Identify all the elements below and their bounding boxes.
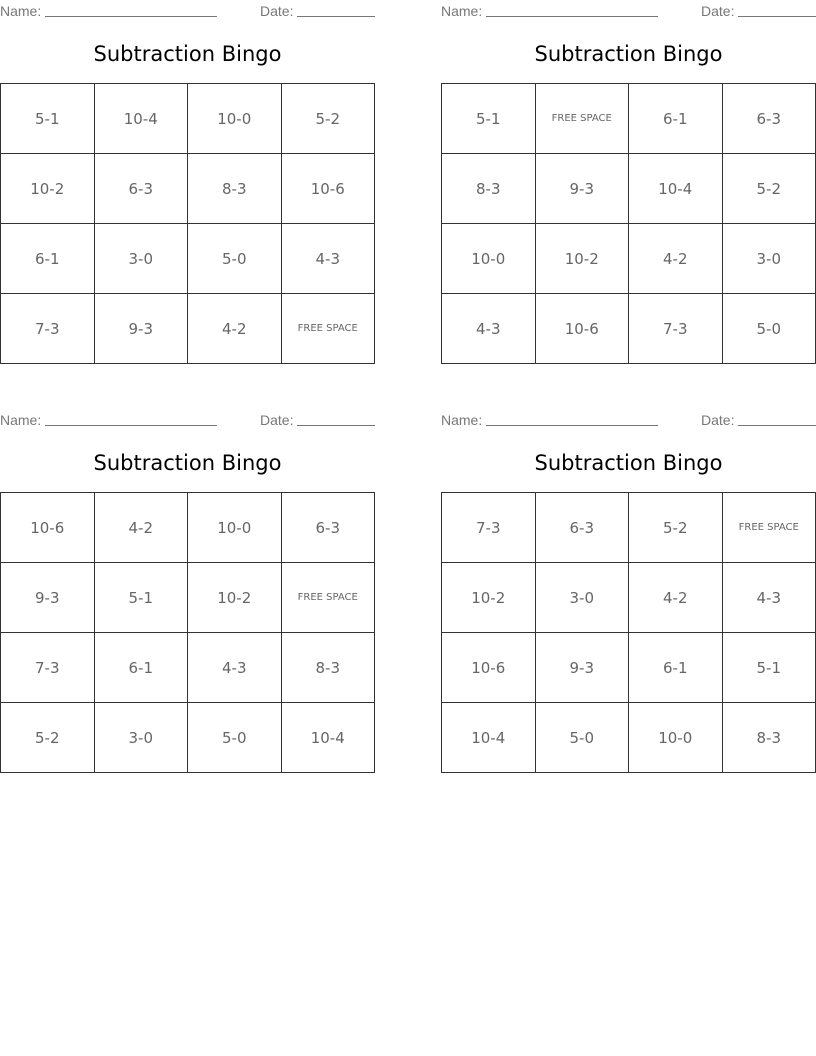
card-title: Subtraction Bingo — [534, 42, 723, 66]
bingo-cell: 8-3 — [442, 154, 536, 224]
bingo-cell: 10-4 — [629, 154, 723, 224]
bingo-cell: 6-1 — [94, 633, 188, 703]
name-blank-line — [486, 425, 658, 426]
bingo-cell: 4-3 — [442, 294, 536, 364]
name-date-row — [0, 0, 375, 22]
grid-row — [442, 154, 816, 224]
bingo-cell: 6-1 — [629, 633, 723, 703]
bingo-cell: 10-4 — [442, 703, 536, 773]
bingo-cell: 10-0 — [188, 493, 282, 563]
bingo-cell: 6-3 — [535, 493, 629, 563]
card-title: Subtraction Bingo — [93, 451, 282, 475]
bingo-cell: 5-1 — [94, 563, 188, 633]
bingo-cell: 5-0 — [188, 224, 282, 294]
grid-row — [442, 224, 816, 294]
name-label: Name: — [0, 3, 42, 19]
bingo-cell: 4-3 — [188, 633, 282, 703]
bingo-cell: 5-2 — [1, 703, 95, 773]
bingo-cell: 10-6 — [442, 633, 536, 703]
grid-row — [1, 703, 375, 773]
bingo-cell: 3-0 — [722, 224, 816, 294]
bingo-cell: 10-0 — [188, 84, 282, 154]
date-label: Date: — [260, 412, 294, 428]
bingo-cell: 10-4 — [94, 84, 188, 154]
name-label: Name: — [441, 3, 483, 19]
bingo-cell: 6-1 — [1, 224, 95, 294]
card-title: Subtraction Bingo — [93, 42, 282, 66]
bingo-cell: 6-3 — [722, 84, 816, 154]
card-title: Subtraction Bingo — [534, 451, 723, 475]
bingo-cell: 4-2 — [94, 493, 188, 563]
bingo-cell: 9-3 — [94, 294, 188, 364]
bingo-cell: 8-3 — [281, 633, 375, 703]
bingo-cell: 10-2 — [188, 563, 282, 633]
bingo-cell: 4-3 — [722, 563, 816, 633]
name-date-row — [0, 409, 375, 431]
bingo-cell: 7-3 — [442, 493, 536, 563]
name-date-row — [441, 0, 816, 22]
date-blank-line — [297, 16, 375, 17]
bingo-cell: 5-0 — [535, 703, 629, 773]
bingo-cell: 9-3 — [535, 154, 629, 224]
bingo-cell: 5-2 — [281, 84, 375, 154]
bingo-cell: 8-3 — [188, 154, 282, 224]
bingo-cell: 3-0 — [94, 224, 188, 294]
bingo-cell: 10-0 — [629, 703, 723, 773]
bingo-cell: 5-2 — [722, 154, 816, 224]
bingo-cell: FREE SPACE — [281, 294, 375, 364]
bingo-card — [0, 0, 375, 364]
bingo-cell: 6-1 — [629, 84, 723, 154]
bingo-cell: 7-3 — [629, 294, 723, 364]
grid-row — [1, 633, 375, 703]
bingo-cell: 6-3 — [281, 493, 375, 563]
bingo-cell: 3-0 — [535, 563, 629, 633]
bingo-cell: 7-3 — [1, 633, 95, 703]
grid-row — [1, 224, 375, 294]
bingo-cell: 4-2 — [188, 294, 282, 364]
bingo-card — [0, 409, 375, 773]
bingo-cell: 6-3 — [94, 154, 188, 224]
bingo-cell: 10-2 — [442, 563, 536, 633]
grid-row — [1, 493, 375, 563]
bingo-cell: FREE SPACE — [281, 563, 375, 633]
bingo-cell: 5-2 — [629, 493, 723, 563]
grid-row — [442, 703, 816, 773]
grid-row — [442, 84, 816, 154]
bingo-cell: 4-2 — [629, 563, 723, 633]
date-label: Date: — [701, 3, 735, 19]
bingo-cell: 5-0 — [722, 294, 816, 364]
date-label: Date: — [260, 3, 294, 19]
bingo-grid — [441, 83, 816, 364]
bingo-cell: 10-0 — [442, 224, 536, 294]
name-label: Name: — [0, 412, 42, 428]
bingo-grid — [441, 492, 816, 773]
bingo-cell: 5-1 — [442, 84, 536, 154]
bingo-cell: 3-0 — [94, 703, 188, 773]
grid-row — [442, 294, 816, 364]
bingo-cell: 10-2 — [535, 224, 629, 294]
bingo-cell: FREE SPACE — [535, 84, 629, 154]
grid-row — [442, 633, 816, 703]
date-label: Date: — [701, 412, 735, 428]
bingo-cell: 10-2 — [1, 154, 95, 224]
grid-row — [1, 563, 375, 633]
bingo-cell: 10-6 — [535, 294, 629, 364]
grid-row — [1, 154, 375, 224]
bingo-card — [441, 0, 816, 364]
bingo-cell: 9-3 — [535, 633, 629, 703]
bingo-grid — [0, 83, 375, 364]
name-date-row — [441, 409, 816, 431]
date-blank-line — [738, 16, 816, 17]
grid-row — [442, 493, 816, 563]
bingo-grid — [0, 492, 375, 773]
date-blank-line — [738, 425, 816, 426]
bingo-cell: 10-4 — [281, 703, 375, 773]
bingo-cell: 7-3 — [1, 294, 95, 364]
bingo-cell: 10-6 — [1, 493, 95, 563]
bingo-cell: 8-3 — [722, 703, 816, 773]
bingo-cell: FREE SPACE — [722, 493, 816, 563]
grid-row — [1, 84, 375, 154]
name-label: Name: — [441, 412, 483, 428]
name-blank-line — [486, 16, 658, 17]
bingo-cell: 9-3 — [1, 563, 95, 633]
bingo-cell: 5-0 — [188, 703, 282, 773]
grid-row — [442, 563, 816, 633]
bingo-cell: 4-2 — [629, 224, 723, 294]
name-blank-line — [45, 425, 217, 426]
bingo-cell: 5-1 — [722, 633, 816, 703]
bingo-cell: 5-1 — [1, 84, 95, 154]
bingo-cell: 10-6 — [281, 154, 375, 224]
date-blank-line — [297, 425, 375, 426]
bingo-cell: 4-3 — [281, 224, 375, 294]
bingo-card — [441, 409, 816, 773]
name-blank-line — [45, 16, 217, 17]
grid-row — [1, 294, 375, 364]
